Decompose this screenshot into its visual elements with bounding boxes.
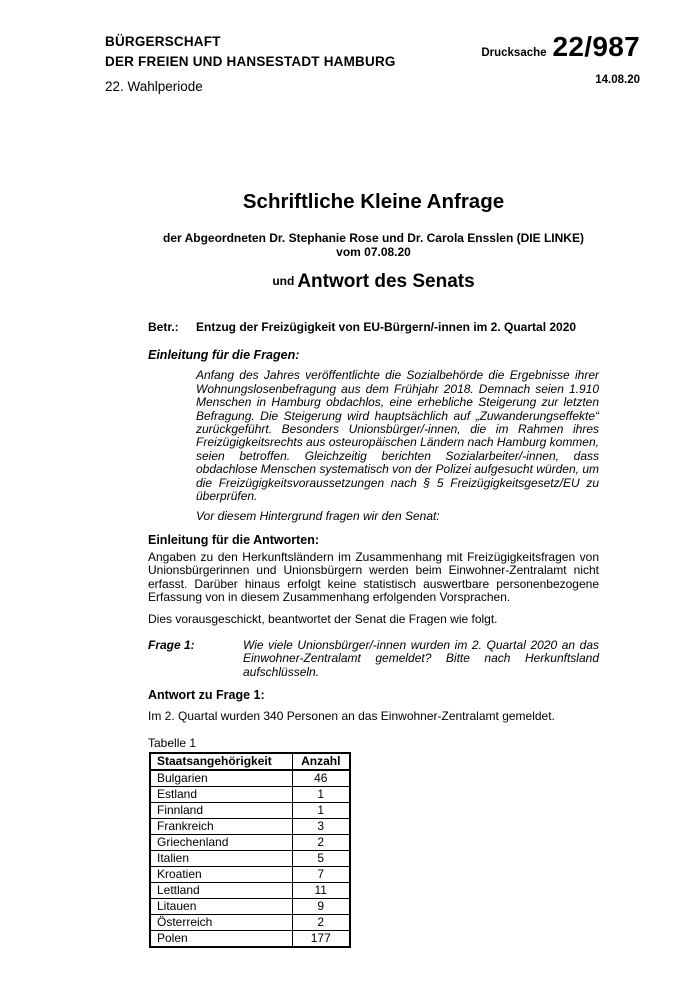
intro-questions-paragraph: Anfang des Jahres veröffentlichte die Sozialbehörde die Ergebnisse ihrer Wohnungslosenbefragung aus dem Frühjahr 2018. Demnach seien 1.910 Menschen in Hamburg obdachlos, eine erhebliche Steigerung zur letzten Befragung. Die Steigerung wird hauptsächlich auf „Zuwanderungseffekte“ zurückgeführt. Besonders Unionsbürger/-innen, die im Rahmen ihres Freizügigkeitsrechts aus osteuropäischen Ländern nach Hamburg kommen, seien betroffen. Gleichzeitig berichten Sozialarbeiter/-innen, dass obdachlose Menschen systematisch von der Polizei aufgesucht würden, um die Freizügigkeitsvoraussetzungen nach § 5 Freizügigkeitsgesetz/EU zu überprüfen. — [196, 368, 599, 504]
subject-label: Betr.: — [148, 320, 179, 334]
table-cell: Polen — [150, 930, 292, 947]
table-cell: 1 — [292, 786, 350, 802]
document-date: 14.08.20 — [595, 74, 640, 86]
table-cell: Frankreich — [150, 818, 292, 834]
intro-questions-heading: Einleitung für die Fragen: — [148, 348, 300, 363]
document-header — [105, 32, 640, 94]
document-body — [148, 190, 599, 948]
drucksache-number: 22/987 — [552, 31, 640, 62]
table-header-cell: Anzahl — [292, 753, 350, 770]
answer-title: Antwort des Senats — [297, 271, 475, 292]
table-cell: Griechenland — [150, 834, 292, 850]
org-name-line1: BÜRGERSCHAFT — [105, 34, 221, 49]
answer-1-text: Im 2. Quartal wurden 340 Personen an das Einwohner-Zentralamt gemeldet. — [148, 709, 555, 724]
table-cell: 177 — [292, 930, 350, 947]
drucksache-line — [481, 32, 640, 62]
table-cell: Lettland — [150, 882, 292, 898]
table-cell: 46 — [292, 770, 350, 787]
question-1-row — [148, 639, 599, 679]
table-row — [150, 786, 350, 802]
table-body — [150, 770, 350, 947]
table-row — [150, 882, 350, 898]
drucksache-label: Drucksache — [481, 47, 547, 59]
table-cell: 9 — [292, 898, 350, 914]
header-right — [481, 32, 640, 86]
und-text: und — [272, 274, 295, 288]
table-cell: Finnland — [150, 802, 292, 818]
table-row — [150, 818, 350, 834]
table-caption: Tabelle 1 — [148, 735, 197, 750]
document-title: Schriftliche Kleine Anfrage — [242, 190, 505, 213]
table-row — [150, 914, 350, 930]
table-cell: 7 — [292, 866, 350, 882]
table-header-cell: Staatsangehörigkeit — [150, 753, 292, 770]
table-header-row — [150, 753, 350, 770]
authors-line: der Abgeordneten Dr. Stephanie Rose und Dr. Carola Ensslen (DIE LINKE) — [163, 231, 584, 245]
intro-answers-paragraph1: Angaben zu den Herkunftsländern im Zusammenhang mit Freizügigkeitsfragen von Unionsbürgerinnen und Unionsbürgern werden beim Einwohner-Zentralamt nicht erfasst. Darüber hinaus erfolgt keine statistisch auswertbare personenbezogene Erfassung von in diesem Zusammenhang erfolgenden Vorsprachen. — [148, 549, 599, 605]
org-name-line2: DER FREIEN UND HANSESTADT HAMBURG — [105, 54, 396, 69]
question-1-label: Frage 1: — [148, 637, 195, 652]
answer-1-heading: Antwort zu Frage 1: — [148, 688, 265, 703]
table-row — [150, 898, 350, 914]
table-row — [150, 850, 350, 866]
table-row — [150, 930, 350, 947]
table-cell: Kroatien — [150, 866, 292, 882]
table-cell: Litauen — [150, 898, 292, 914]
table-cell: 5 — [292, 850, 350, 866]
table-row — [150, 866, 350, 882]
table-cell: Österreich — [150, 914, 292, 930]
table-row — [150, 770, 350, 787]
subject-row — [148, 321, 599, 334]
table-cell: Italien — [150, 850, 292, 866]
answer-title-line — [148, 270, 599, 294]
table-cell: Bulgarien — [150, 770, 292, 787]
table-row — [150, 834, 350, 850]
table-row — [150, 802, 350, 818]
submission-date-line: vom 07.08.20 — [336, 245, 411, 259]
election-period: 22. Wahlperiode — [105, 79, 203, 94]
intro-answers-paragraph2: Dies vorausgeschickt, beantwortet der Senat die Fragen wie folgt. — [148, 611, 498, 626]
table-cell: 2 — [292, 914, 350, 930]
table-cell: 11 — [292, 882, 350, 898]
table-cell: 3 — [292, 818, 350, 834]
subject-text: Entzug der Freizügigkeit von EU-Bürgern/-innen im 2. Quartal 2020 — [196, 320, 577, 334]
table-cell: 2 — [292, 834, 350, 850]
nationality-count-table — [149, 752, 351, 948]
table-cell: 1 — [292, 802, 350, 818]
table-cell: Estland — [150, 786, 292, 802]
header-left — [105, 32, 396, 94]
intro-answers-heading: Einleitung für die Antworten: — [148, 532, 320, 547]
question-1-text: Wie viele Unionsbürger/-innen wurden im 2. Quartal 2020 an das Einwohner-Zentralamt gemeldet? Bitte nach Herkunftsland aufschlüsseln. — [243, 637, 599, 679]
intro-questions-closing: Vor diesem Hintergrund fragen wir den Senat: — [196, 509, 440, 524]
